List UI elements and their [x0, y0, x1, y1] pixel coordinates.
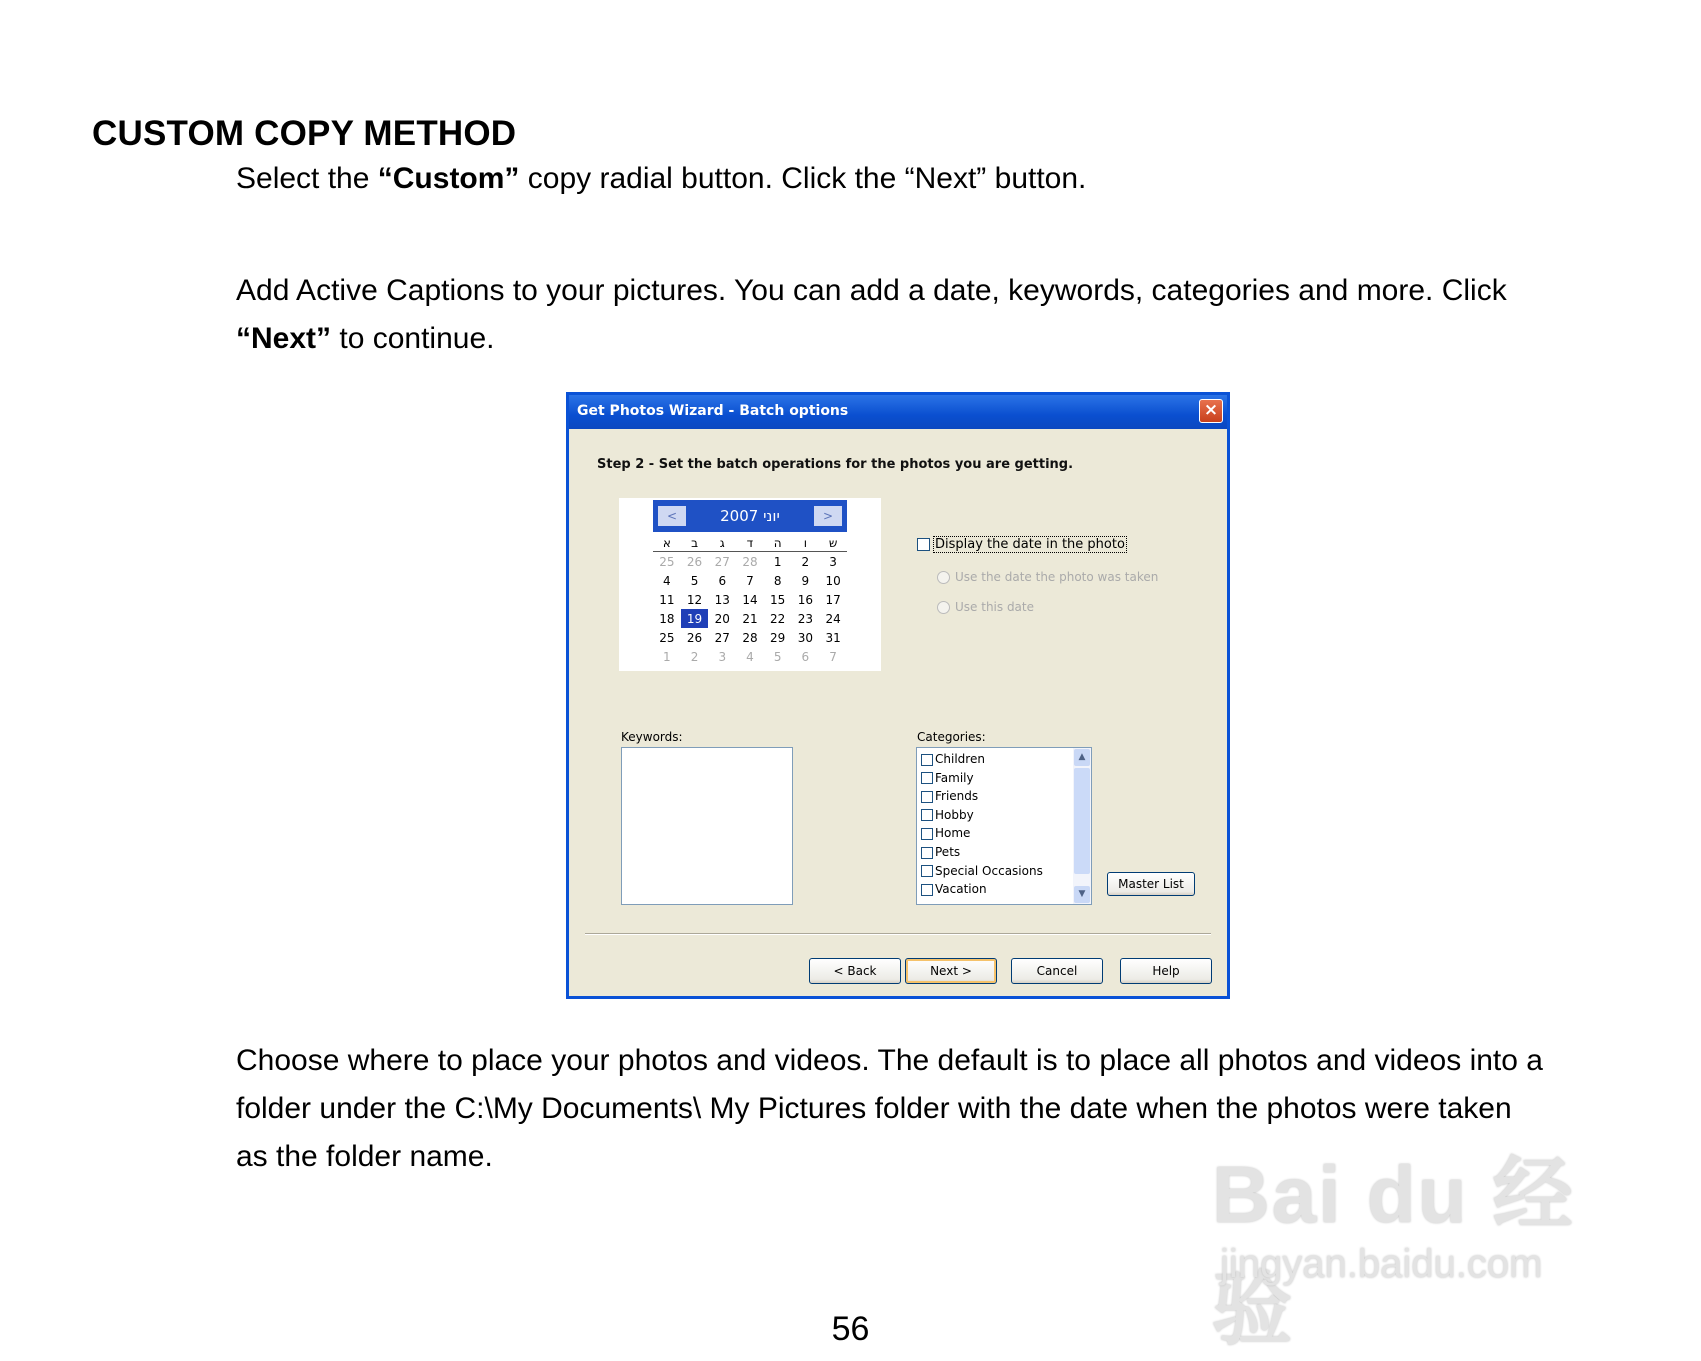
calendar-day[interactable]: 20: [714, 611, 730, 626]
calendar-day[interactable]: 22: [770, 611, 786, 626]
categories-label: Categories:: [917, 730, 986, 744]
calendar-day[interactable]: 3: [718, 649, 727, 664]
keywords-input[interactable]: [621, 747, 793, 905]
categories-list[interactable]: [916, 747, 1092, 905]
category-item[interactable]: [921, 771, 974, 785]
scroll-down-icon[interactable]: ▼: [1074, 886, 1090, 903]
calendar-day[interactable]: 18: [659, 611, 675, 626]
calendar-header: [653, 500, 847, 532]
category-checkbox[interactable]: [921, 791, 933, 803]
category-label: Friends: [935, 789, 979, 804]
calendar-week: [653, 647, 847, 666]
category-item[interactable]: [921, 845, 960, 859]
calendar-month: 2007 יוני: [720, 507, 780, 525]
para3-line2: folder under the C:\My Documents\ My Pictures folder with the date when the photos were taken: [236, 1092, 1512, 1125]
para3-line1: Choose where to place your photos and videos. The default is to place all photos and videos into a: [236, 1044, 1543, 1077]
category-label: Children: [935, 752, 985, 766]
calendar-week: [653, 609, 847, 628]
calendar-day[interactable]: 15: [770, 592, 786, 607]
next-button[interactable]: Next >: [905, 958, 997, 984]
calendar-day[interactable]: 26: [686, 630, 703, 645]
calendar-day[interactable]: 16: [797, 592, 813, 607]
para1-text-end: copy radial button. Click the “Next” button.: [519, 162, 1087, 195]
calendar-day[interactable]: 4: [746, 649, 754, 664]
category-checkbox[interactable]: [921, 865, 933, 877]
para3-line3: as the folder name.: [236, 1140, 493, 1173]
calendar-day[interactable]: 23: [797, 611, 813, 626]
calendar-day[interactable]: 4: [663, 573, 671, 588]
calendar-weekday: ג: [708, 534, 736, 552]
calendar-day[interactable]: 28: [742, 554, 758, 569]
calendar-day[interactable]: 30: [797, 630, 813, 645]
calendar-day[interactable]: 2: [801, 554, 810, 569]
calendar-day[interactable]: 25: [659, 554, 675, 569]
watermark-url: jingyan.baidu.com: [1220, 1242, 1543, 1286]
para2-text-end: to continue.: [331, 322, 495, 355]
category-item[interactable]: [921, 752, 985, 766]
calendar-day[interactable]: 14: [742, 592, 758, 607]
calendar-week: [653, 628, 847, 647]
instruction-paragraph-2: [236, 267, 1507, 363]
calendar-day[interactable]: 12: [686, 592, 703, 607]
category-item[interactable]: [921, 826, 970, 840]
calendar-day[interactable]: 13: [714, 592, 730, 607]
category-item[interactable]: [921, 864, 1043, 878]
radio-date-taken-label: Use the date the photo was taken: [955, 570, 1159, 584]
calendar-day[interactable]: 9: [801, 573, 810, 588]
page-number: 56: [831, 1310, 870, 1348]
calendar-day[interactable]: 6: [718, 573, 727, 588]
category-item[interactable]: [921, 789, 978, 803]
calendar-day[interactable]: 2: [690, 649, 699, 664]
calendar-day[interactable]: 5: [690, 573, 699, 588]
calendar-day[interactable]: 28: [742, 630, 758, 645]
back-button[interactable]: < Back: [809, 958, 901, 984]
calendar-weekday: ו: [792, 534, 820, 552]
calendar-day[interactable]: 26: [686, 554, 703, 569]
calendar-week: [653, 571, 847, 590]
dialog-separator: [585, 933, 1211, 935]
calendar-prev-icon[interactable]: <: [658, 506, 686, 526]
calendar-weekday: ב: [681, 534, 709, 552]
calendar-days: [653, 552, 847, 667]
para1-bold: “Custom”: [377, 162, 520, 195]
category-label: Hobby: [935, 807, 974, 822]
para2-line1: Add Active Captions to your pictures. You can add a date, keywords, categories and more. Click: [236, 274, 1507, 307]
scroll-up-icon[interactable]: ▲: [1074, 749, 1090, 766]
master-list-button[interactable]: Master List: [1107, 872, 1195, 896]
watermark-logo: Bai du 经验: [1212, 1150, 1575, 1354]
category-label: Pets: [935, 845, 961, 859]
radio-date-taken-dot[interactable]: [937, 571, 950, 584]
calendar-weekday: א: [653, 534, 681, 552]
category-label: Special Occasions: [935, 863, 1043, 878]
category-checkbox[interactable]: [921, 828, 933, 840]
calendar-day[interactable]: 11: [659, 592, 675, 607]
calendar-day[interactable]: 7: [829, 649, 837, 664]
calendar-day[interactable]: 1: [773, 554, 782, 569]
calendar-day[interactable]: 5: [773, 649, 782, 664]
calendar-day[interactable]: 29: [770, 630, 786, 645]
scroll-thumb[interactable]: [1074, 768, 1090, 874]
category-checkbox[interactable]: [921, 884, 933, 896]
keywords-label: Keywords:: [621, 730, 683, 744]
section-heading: CUSTOM COPY METHOD: [92, 114, 517, 153]
calendar-weekday: ד: [736, 534, 764, 552]
calendar-day[interactable]: 1: [663, 649, 671, 664]
calendar-day[interactable]: 27: [714, 554, 730, 569]
cancel-button[interactable]: Cancel: [1011, 958, 1103, 984]
step-instruction: Step 2 - Set the batch operations for the photos you are getting.: [597, 457, 1074, 472]
baidu-watermark: [1212, 1130, 1612, 1354]
calendar-weekday: ש: [819, 534, 847, 552]
instruction-paragraph-1: [236, 155, 1086, 203]
help-button[interactable]: Help: [1120, 958, 1212, 984]
calendar-day[interactable]: 8: [773, 573, 782, 588]
category-label: Home: [935, 826, 971, 841]
calendar-day[interactable]: 24: [825, 611, 841, 626]
category-checkbox[interactable]: [921, 772, 933, 784]
dialog-titlebar: [569, 395, 1227, 429]
calendar-week: [653, 552, 847, 572]
category-item[interactable]: [921, 808, 974, 822]
calendar: [619, 498, 881, 671]
category-item[interactable]: [921, 882, 987, 896]
radio-this-date-dot[interactable]: [937, 601, 950, 614]
category-checkbox[interactable]: [921, 754, 933, 766]
category-checkbox[interactable]: [921, 809, 933, 821]
radio-this-date-label: Use this date: [955, 600, 1035, 614]
para2-bold: “Next”: [236, 322, 332, 355]
calendar-weekdays: [653, 534, 847, 552]
calendar-day[interactable]: 19: [681, 609, 709, 628]
category-label: Vacation: [935, 882, 987, 897]
category-label: Family: [935, 770, 974, 785]
display-date-option[interactable]: [917, 537, 1127, 552]
calendar-day[interactable]: 21: [742, 611, 758, 626]
calendar-day[interactable]: 3: [829, 554, 837, 569]
radio-date-taken[interactable]: [937, 570, 1158, 584]
display-date-checkbox[interactable]: [917, 538, 930, 551]
close-icon[interactable]: ×: [1199, 399, 1223, 423]
calendar-day[interactable]: 10: [825, 573, 841, 588]
display-date-label: Display the date in the photo: [935, 537, 1125, 552]
calendar-grid: [653, 534, 847, 666]
category-checkbox[interactable]: [921, 847, 933, 859]
calendar-day[interactable]: 31: [825, 630, 841, 645]
categories-scrollbar[interactable]: [1073, 748, 1091, 904]
calendar-day[interactable]: 27: [714, 630, 730, 645]
para1-text: Select the: [236, 162, 378, 195]
calendar-day[interactable]: 6: [801, 649, 810, 664]
calendar-day[interactable]: 25: [659, 630, 675, 645]
calendar-week: [653, 590, 847, 609]
radio-this-date[interactable]: [937, 600, 1034, 614]
calendar-day[interactable]: 7: [746, 573, 754, 588]
batch-options-dialog: [566, 392, 1230, 999]
dialog-title: Get Photos Wizard - Batch options: [577, 403, 849, 419]
calendar-next-icon[interactable]: >: [814, 506, 842, 526]
calendar-day[interactable]: 17: [825, 592, 841, 607]
calendar-weekday: ה: [764, 534, 792, 552]
